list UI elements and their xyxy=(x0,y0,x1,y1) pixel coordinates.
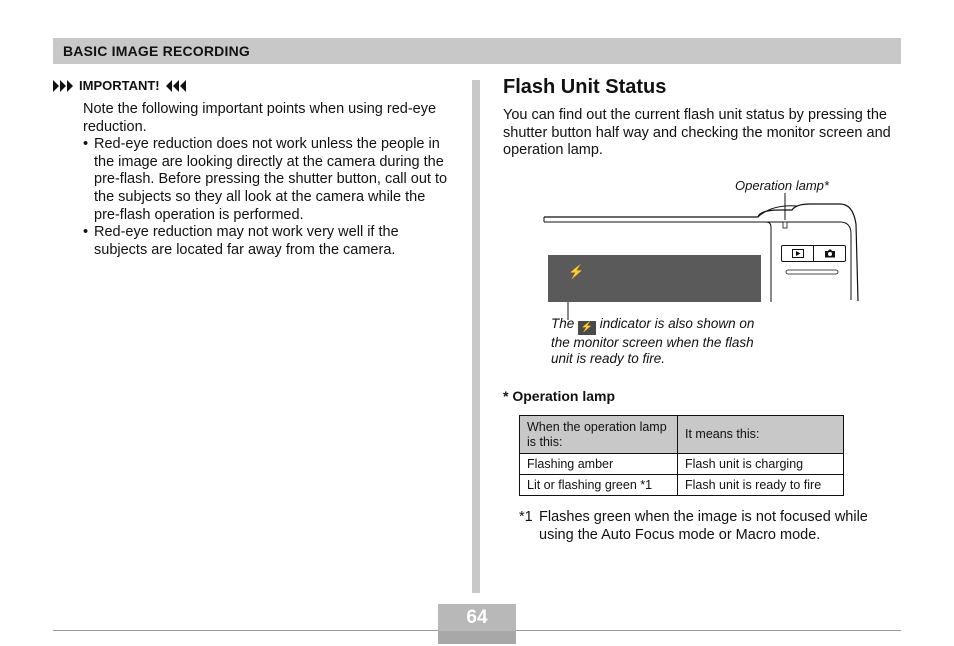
table-header-cell: When the operation lamp is this: xyxy=(520,416,678,454)
important-heading xyxy=(53,78,186,93)
important-label: IMPORTANT! xyxy=(79,78,160,93)
section-header-bar xyxy=(53,38,901,64)
operation-lamp-label: Operation lamp* xyxy=(735,178,829,193)
important-bullet-list xyxy=(83,136,455,259)
table-cell: Flash unit is charging xyxy=(678,454,844,475)
table-cell: Flash unit is ready to fire xyxy=(678,475,844,496)
page-number: 64 xyxy=(438,604,516,631)
monitor-screen xyxy=(548,255,761,302)
column-divider xyxy=(472,80,480,593)
flash-indicator-caption xyxy=(551,316,771,367)
right-arrows-icon xyxy=(53,80,73,92)
caption-before: The xyxy=(551,316,575,331)
footnote-number: *1 xyxy=(519,509,533,525)
flash-icon: ⚡ xyxy=(578,321,596,335)
footnote xyxy=(519,509,899,544)
page-title: Flash Unit Status xyxy=(503,76,667,98)
page-number-box xyxy=(438,604,516,644)
camera-diagram xyxy=(540,176,870,366)
operation-lamp-table xyxy=(519,415,844,496)
important-body xyxy=(83,101,455,259)
section-header-title: BASIC IMAGE RECORDING xyxy=(63,43,250,59)
operation-lamp-heading: * Operation lamp xyxy=(503,388,616,404)
table-row xyxy=(520,475,844,496)
flash-icon: ⚡ xyxy=(568,264,585,279)
footnote-text: Flashes green when the image is not focused while xyxy=(539,509,868,525)
important-bullet: • Red-eye reduction does not work unless the people in the image are looking directly at the camera during the pre-flash. Before pressing the shutter button, call out to the subjects so they all look at the camera while the pre-flash operation is performed. xyxy=(83,136,455,224)
table-header-cell: It means this: xyxy=(678,416,844,454)
table-cell: Lit or flashing green *1 xyxy=(520,475,678,496)
mode-buttons xyxy=(781,245,846,262)
table-header-row xyxy=(520,416,844,454)
important-bullet: • Red-eye reduction may not work very well if the subjects are located far away from the camera. xyxy=(83,224,455,259)
important-intro: Note the following important points when using red-eye reduction. xyxy=(83,101,437,135)
camera-icon xyxy=(813,246,845,261)
left-arrows-icon xyxy=(166,80,186,92)
flash-status-intro: You can find out the current flash unit status by pressing the shutter button half way and checking the monitor screen and operation lamp. xyxy=(503,107,891,159)
table-row xyxy=(520,454,844,475)
play-icon xyxy=(782,246,813,261)
footnote-continuation: using the Auto Focus mode or Macro mode. xyxy=(539,526,821,543)
caption-after: indicator is also shown on the monitor screen when the flash unit is ready to fire. xyxy=(551,316,755,366)
table-cell: Flashing amber xyxy=(520,454,678,475)
